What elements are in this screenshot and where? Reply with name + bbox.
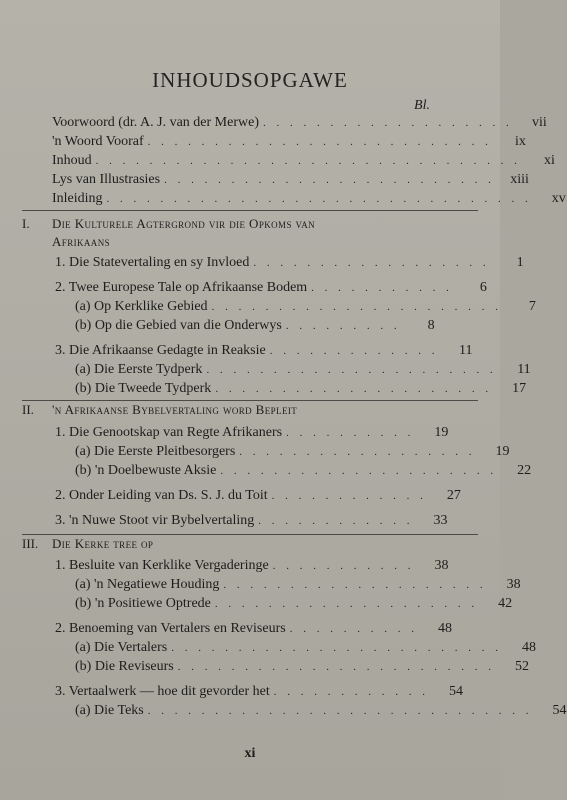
toc-entry: (a) Die Teks . . . . . . . . . . . . . . . . . . . . . . . . . . . . . 54 xyxy=(75,703,567,718)
toc-entry: (a) Die Eerste Tydperk . . . . . . . . . . . . . . . . . . . . . . 11 xyxy=(75,362,531,377)
section-divider xyxy=(22,210,478,211)
toc-entry: (b) 'n Doelbewuste Aksie . . . . . . . . . . . . . . . . . . . . . 22 xyxy=(75,463,532,478)
toc-entry: Inleiding . . . . . . . . . . . . . . . . . . . . . . . . . . . . . . . . xv xyxy=(52,191,566,206)
toc-entry: 3. Vertaalwerk — hoe dit gevorder het . . . . . . . . . . . . 54 xyxy=(55,684,463,699)
chapter-heading: I. Die Kulturele Agtergrond vir die Opkoms van Afrikaans xyxy=(22,216,316,249)
chapter-entries xyxy=(55,558,567,722)
toc-entry: 2. Onder Leiding van Ds. S. J. du Toit . . . . . . . . . . . . 27 xyxy=(55,488,461,503)
page-title: INHOUDSOPGAWE xyxy=(152,68,348,92)
toc-entry: 1. Die Genootskap van Regte Afrikaners . . . . . . . . . . 19 xyxy=(55,425,449,440)
chapter-heading: III. Die Kerke tree op xyxy=(22,536,154,551)
toc-entry: 'n Woord Vooraf . . . . . . . . . . . . . . . . . . . . . . . . . . ix xyxy=(52,134,526,149)
chapter-heading: II. 'n Afrikaanse Bybelvertaling word Bepleit xyxy=(22,402,298,417)
toc-entry: (a) Die Vertalers . . . . . . . . . . . . . . . . . . . . . . . . . 48 xyxy=(75,640,537,655)
toc-entry: Voorwoord (dr. A. J. van der Merwe) . . . . . . . . . . . . . . . . . . . vii xyxy=(52,115,547,130)
toc-entry: (b) 'n Positiewe Optrede . . . . . . . . . . . . . . . . . . . . 42 xyxy=(75,596,513,611)
page-number-footer: xi xyxy=(244,746,256,761)
toc-entry: Inhoud . . . . . . . . . . . . . . . . . . . . . . . . . . . . . . . . xi xyxy=(52,153,555,168)
toc-entry: 2. Benoeming van Vertalers en Reviseurs . . . . . . . . . . 48 xyxy=(55,621,452,636)
toc-entry: 2. Twee Europese Tale op Afrikaanse Bodem . . . . . . . . . . . 6 xyxy=(55,280,487,295)
toc-entry: (b) Die Reviseurs . . . . . . . . . . . . . . . . . . . . . . . . 52 xyxy=(75,659,530,674)
toc-entry: (b) Die Tweede Tydperk . . . . . . . . . . . . . . . . . . . . . 17 xyxy=(75,381,527,396)
toc-entry: (a) 'n Negatiewe Houding . . . . . . . . . . . . . . . . . . . . 38 xyxy=(75,577,521,592)
toc-entry: 1. Die Statevertaling en sy Invloed . . . . . . . . . . . . . . . . . . 1 xyxy=(55,255,524,270)
chapter-entries xyxy=(55,255,536,400)
toc-entry: 3. Die Afrikaanse Gedagte in Reaksie . . . . . . . . . . . . . 11 xyxy=(55,343,473,358)
toc-entry: 1. Besluite van Kerklike Vergaderinge . . . . . . . . . . . 38 xyxy=(55,558,449,573)
page-column-header: Bl. xyxy=(414,98,430,113)
toc-entry: (a) Die Eerste Pleitbesorgers . . . . . . . . . . . . . . . . . . 19 xyxy=(75,444,510,459)
toc-entry: (b) Op die Gebied van die Onderwys . . . . . . . . . 8 xyxy=(75,318,435,333)
front-matter-list xyxy=(52,115,566,210)
toc-entry: (a) Op Kerklike Gebied . . . . . . . . . . . . . . . . . . . . . . 7 xyxy=(75,299,536,314)
toc-entry: 3. 'n Nuwe Stoot vir Bybelvertaling . . . . . . . . . . . . 33 xyxy=(55,513,448,528)
toc-entry: Lys van Illustrasies . . . . . . . . . . . . . . . . . . . . . . . . . xiii xyxy=(52,172,529,187)
chapter-entries xyxy=(55,425,532,532)
